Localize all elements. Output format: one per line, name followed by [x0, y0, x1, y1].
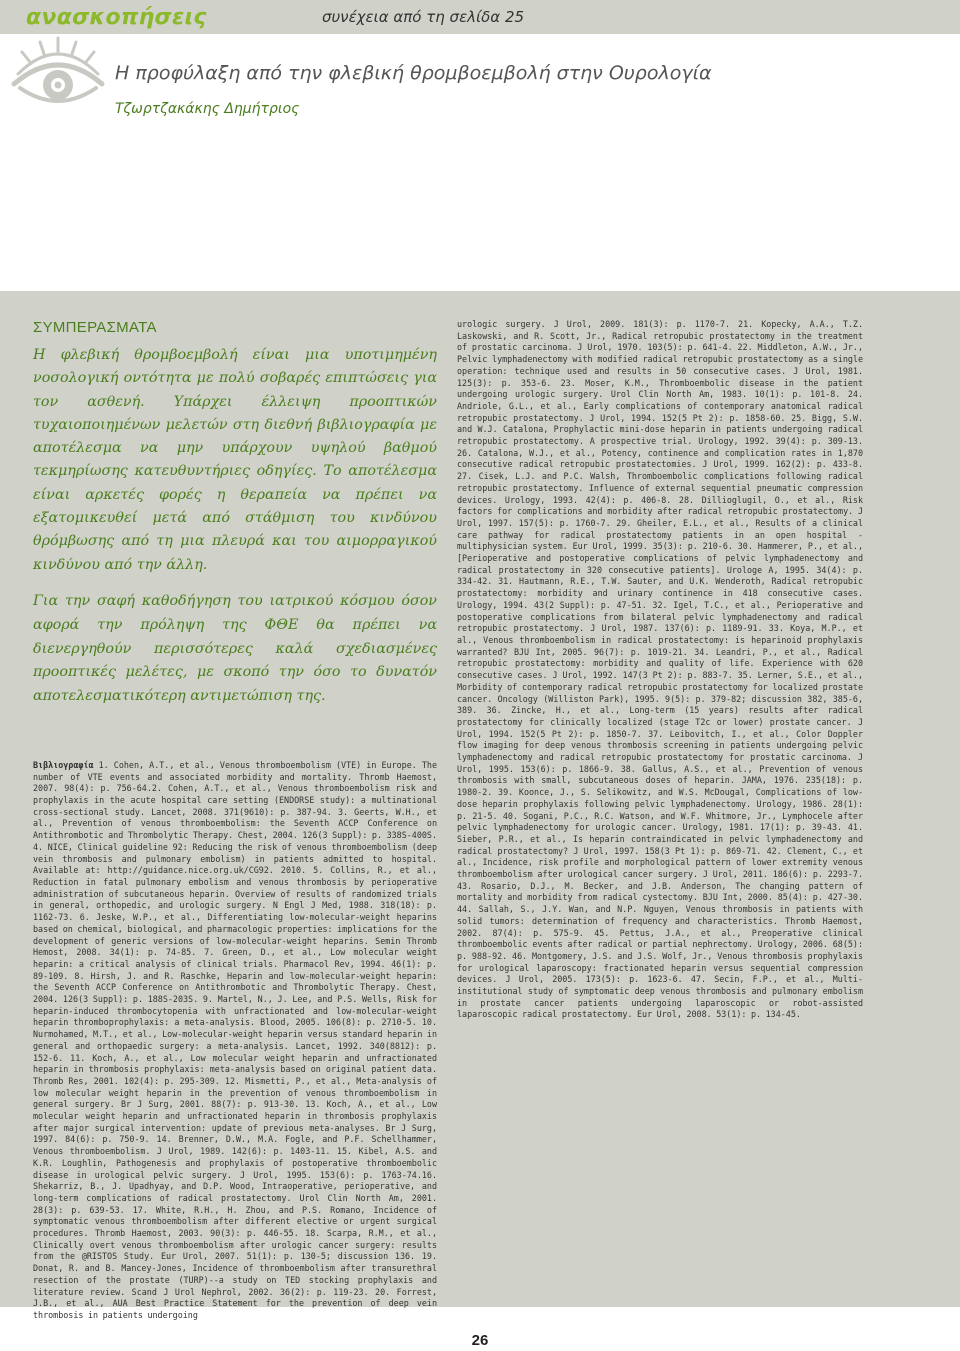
left-column	[33, 319, 437, 1322]
bibliography-right: urologic surgery. J Urol, 2009. 181(3): p. 1170-7. 21. Kopecky, A.A., T.Z. Laskowski, and R. Scott, Jr., Radical retropubic prostatectomy in the treatment of prostatic carcinoma. J Urol, 1970. 103(5): p. 641-4. 22. Middleton, A.W., Jr., Pelvic lymphadenectomy with modified radical retropubic prostatectomy as a single operation: technique used and results in 50 consecutive cases. J Urol, 1981. 125(3): p. 353-6. 23. Moser, K.M., Thromboembolic disease in the patient undergoing urologic surgery. Urol Clin North Am, 1983. 10(1): p. 101-8. 24. Andriole, G.L., et al., Early complications of contemporary anatomical radical retropubic prostatectomy. J Urol, 1994. 152(5 Pt 2): p. 1858-60. 25. Bigg, S.W. and W.J. Catalona, Prophylactic mini-dose heparin in patients undergoing radical retropubic prostatectomy. A prospective trial. Urology, 1992. 39(4): p. 309-13. 26. Catalona, W.J., et al., Potency, continence and complication rates in 1,870 consecutive radical retropubic prostatectomies. J Urol, 1999. 162(2): p. 433-8. 27. Cisek, L.J. and P.C. Walsh, Thromboembolic complications following radical retropubic prostatectomy. Influence of external sequential pneumatic compression devices. Urology, 1993. 42(4): p. 406-8. 28. Dillioglugil, O., et al., Risk factors for complications and morbidity after radical retropubic prostatectomy. J Urol, 1997. 157(5): p. 1760-7. 29. Gheiler, E.L., et al., Results of a clinical care pathway for radical prostatectomy patients in an open hospital - multiphysician system. Eur Urol, 1999. 35(3): p. 210-6. 30. Hammerer, P., et al., [Perioperative and postoperative complications of pelvic lymphadenectomy and radical prostatectomy in 320 consecutive patients]. Urologe A, 1995. 34(4): p. 334-42. 31. Hautmann, R.E., T.W. Sauter, and U.K. Wenderoth, Radical retropubic prostatectomy: morbidity and urinary continence in 418 consecutive cases. Urology, 1994. 43(2 Suppl): p. 47-51. 32. Igel, T.C., et al., Perioperative and postoperative complications from bilateral pelvic lymphadenectomy and radical retropubic prostatectomy. J Urol, 1987. 137(6): p. 1189-91. 33. Koya, M.P., et al., Venous thromboembolism in radical prostatectomy: is heparinoid prophylaxis warranted? BJU Int, 2005. 96(7): p. 1019-21. 34. Leandri, P., et al., Radical retropubic prostatectomy: morbidity and quality of life. Experience with 620 consecutive cases. J Urol, 1992. 147(3 Pt 2): p. 883-7. 35. Lerner, S.E., et al., Morbidity of contemporary radical retropubic prostatectomy for localized prostate cancer. Oncology (Williston Park), 1995. 9(5): p. 379-82; discussion 382, 385-6, 389. 36. Zincke, H., et al., Long-term (15 years) results after radical prostatectomy for clinically localized (stage T2c or lower) prostate cancer. J Urol, 1994. 152(5 Pt 2): p. 1850-7. 37. Leibovitch, I., et al., Color Doppler flow imaging for deep venous thrombosis screening in patients undergoing pelvic lymphadenectomy and radical retropubic prostatectomy for prostatic carcinoma. J Urol, 1995. 153(6): p. 1866-9. 38. Gallus, A.S., et al., Prevention of venous thrombosis with small, subcutaneous doses of heparin. JAMA, 1976. 235(18): p. 1980-2. 39. Koonce, J., S. Selikowitz, and W.S. McDougal, Complications of low-dose heparin prophylaxis following pelvic lymphadenectomy. Urology, 1986. 28(1): p. 21-5. 40. Sogani, P.C., R.C. Watson, and W.F. Whitmore, Jr., Lymphocele after pelvic lymphadenectomy for urologic cancer. Urology, 1981. 17(1): p. 39-43. 41. Sieber, P.R., et al., Is heparin contraindicated in pelvic lymphadenectomy and radical prostatectomy? J Urol, 1997. 158(3 Pt 1): p. 869-71. 42. Clement, C., et al., Incidence, risk profile and morphological pattern of lower extremity venous thromboembolism after urological cancer surgery. J Urol, 2011. 186(6): p. 2293-7. 43. Rosario, D.J., M. Becker, and J.B. Anderson, The changing pattern of mortality and morbidity from radical cystectomy. BJU Int, 2000. 85(4): p. 427-30. 44. Sallah, S., J.Y. Wan, and N.P. Nguyen, Venous thrombosis in patients with solid tumors: determination of frequency and characteristics. Thromb Haemost, 2002. 87(4): p. 575-9. 45. Pettus, J.A., et al., Preoperative clinical thromboembolic events after radical or partial nephrectomy. Urology, 2006. 68(5): p. 988-92. 46. Montgomery, J.S. and J.S. Wolf, Jr., Venous thrombosis prophylaxis for urological laparoscopy: fractionated heparin versus sequential compression devices. J Urol, 2005. 173(5): p. 1623-6. 47. Secin, F.P., et al., Multi-institutional study of symptomatic deep venous thrombosis and pulmonary embolism in prostate cancer patients undergoing laparoscopic or robot-assisted laparoscopic radical prostatectomy. Eur Urol, 2008. 53(1): p. 134-45.	[457, 319, 863, 1020]
recommendation-text: Για την σαφή καθοδήγηση του ιατρικού κόσμου όσον αφορά την πρόληψη της ΦΘΕ θα πρέπει να διενεργηθούν περισσότερες καλά σχεδιασμένες προοπτικές μελέτες, με σκοπό την όσο το δυνατόν αποτελεσματικότερη αντιμετώπιση της.	[33, 592, 437, 705]
article-title: Η προφύλαξη από την φλεβική θρομβοεμβολή στην Ουρολογία	[115, 62, 712, 84]
continuation-note: συνέχεια από τη σελίδα 25	[322, 8, 525, 26]
conclusions-heading: ΣΥΜΠΕΡΑΣΜΑΤΑ	[33, 319, 157, 336]
bibliography-left-text: 1. Cohen, A.T., et al., Venous thromboembolism (VTE) in Europe. The number of VTE events and associated morbidity and mortality. Thromb Haemost, 2007. 98(4): p. 756-64.2. Cohen, A.T., et al., Venous thromboembolism risk and prophylaxis in the acute hospital care setting (ENDORSE study): a multinational cross-sectional study. Lancet, 2008. 371(9610): p. 387-94. 3. Geerts, W.H., et al., Prevention of venous thromboembolism: the Seventh ACCP Conference on Antithrombotic and Thrombolytic Therapy. Chest, 2004. 126(3 Suppl): p. 338S-400S. 4. NICE, Clinical guideline 92: Reducing the risk of venous thromboembolism (deep vein thrombosis and pulmonary embolism) in patients admitted to hospital. Available at: http://guidance.nice.org.uk/CG92. 2010. 5. Collins, R., et al., Reduction in fatal pulmonary embolism and venous thrombosis by perioperative administration of subcutaneous heparin. Overview of results of randomized trials in general, orthopedic, and urologic surgery. N Engl J Med, 1988. 318(18): p. 1162-73. 6. Jeske, W.P., et al., Differentiating low-molecular-weight heparins based on chemical, biological, and pharmacologic properties: implications for the development of generic versions of low-molecular-weight heparins. Semin Thromb Hemost, 2008. 34(1): p. 74-85. 7. Green, D., et al., Low molecular weight heparin: a critical analysis of clinical trials. Pharmacol Rev, 1994. 46(1): p. 89-109. 8. Hirsh, J. and R. Raschke, Heparin and low-molecular-weight heparin: the Seventh ACCP Conference on Antithrombotic and Thrombolytic Therapy. Chest, 2004. 126(3 Suppl): p. 188S-203S. 9. Martel, N., J. Lee, and P.S. Wells, Risk for heparin-induced thrombocytopenia with unfractionated and low-molecular-weight heparin thromboprophylaxis: a meta-analysis. Blood, 2005. 106(8): p. 2710-5. 10. Nurmohamed, M.T., et al., Low-molecular-weight heparin versus standard heparin in general and orthopaedic surgery: a meta-analysis. Lancet, 1992. 340(8812): p. 152-6. 11. Koch, A., et al., Low molecular weight heparin and unfractionated heparin in thrombosis prophylaxis: meta-analysis based on original patient data. Thromb Res, 2001. 102(4): p. 295-309. 12. Mismetti, P., et al., Meta-analysis of low molecular weight heparin in the prevention of venous thromboembolism in general surgery. Br J Surg, 2001. 88(7): p. 913-30. 13. Koch, A., et al., Low molecular weight heparin and unfractionated heparin in thrombosis prophylaxis after major surgical intervention: update of previous meta-analyses. Br J Surg, 1997. 84(6): p. 750-9. 14. Brenner, D.W., M.A. Fogle, and P.F. Schellhammer, Venous thromboembolism. J Urol, 1989. 142(6): p. 1403-11. 15. Kibel, A.S. and K.R. Loughlin, Pathogenesis and prophylaxis of postoperative thromboembolic disease in urological pelvic surgery. J Urol, 1995. 153(6): p. 1763-74.16. Shekarriz, B., J. Upadhyay, and D.P. Wood, Intraoperative, perioperative, and long-term complications of radical prostatectomy. Urol Clin North Am, 2001. 28(3): p. 639-53. 17. White, R.H., H. Zhou, and P.S. Romano, Incidence of symptomatic venous thromboembolism after different elective or urgent surgical procedures. Thromb Haemost, 2003. 90(3): p. 446-55. 18. Scarpa, R.M., et al., Clinically overt venous thromboembolism after urologic cancer surgery: results from the @RISTOS Study. Eur Urol, 2007. 51(1): p. 130-5; discussion 136. 19. Donat, R. and B. Mancey-Jones, Incidence of thromboembolism after transurethral resection of the prostate (TURP)--a study on TED stocking prophylaxis and literature review. Scand J Urol Nephrol, 2002. 36(2): p. 119-23. 20. Forrest, J.B., et al., AUA Best Practice Statement for the prevention of deep vein thrombosis in patients undergoing	[33, 759, 438, 1320]
header-bar	[0, 0, 960, 34]
bibliography-left	[33, 760, 437, 1322]
article-body	[0, 291, 960, 1320]
conclusions-text: Η φλεβική θρομβοεμβολή είναι μια υποτιμημένη νοσολογική οντότητα με πολύ σοβαρές επιπτώσεις για τον ασθενή. Υπάρχει έλλειψη προοπτικών τυχαιοποιημένων μελετών στη διεθνή βιβλιογραφία με αποτέλεσμα να μην υπάρχουν υψηλού βαθμού τεκμηρίωσης κατευθυντήριες οδηγίες. Το αποτέλεσμα είναι αρκετές φορές η θεραπεία να πρέπει να εξατομικευθεί μετά από στάθμιση του κινδύνου θρόμβωσης από τη μια πλευρά και του αιμορραγικού κινδύνου από την άλλη.	[33, 347, 437, 573]
article-author: Τζωρτζακάκης Δημήτριος	[115, 101, 300, 117]
bibliography-lead: Βιβλιογραφία	[33, 759, 94, 770]
section-label: ανασκοπήσεις	[26, 5, 207, 30]
page-number: 26	[471, 1332, 489, 1349]
eye-icon	[8, 34, 108, 120]
right-column	[457, 319, 863, 1021]
